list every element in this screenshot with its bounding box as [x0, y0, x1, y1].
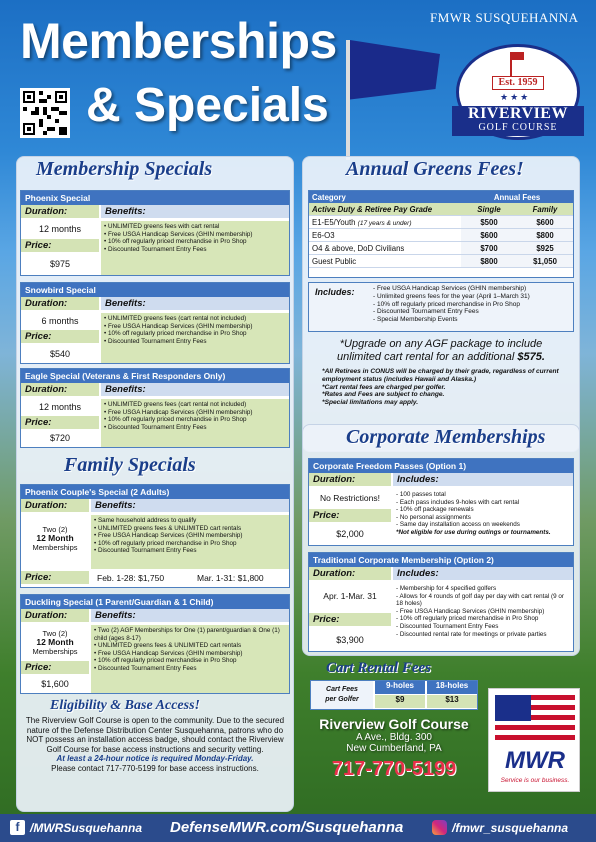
family-cell: $1,050: [517, 255, 573, 268]
duckling-special: [20, 594, 290, 694]
table-row: [309, 242, 573, 255]
benefit-item: • UNLIMITED greens fees & UNLIMITED cart rentals: [94, 642, 286, 650]
include-text: Free USGA Handicap Services (GHIN membership): [399, 607, 545, 615]
page-title-line1: Memberships: [20, 13, 337, 69]
phoenix-couple-special: [20, 484, 290, 588]
price-label: Price:: [21, 661, 89, 674]
include-item: - Unlimited greens fees for the year (April 1–March 31): [373, 292, 530, 300]
include-item: - Membership for 4 specified golfers: [396, 585, 497, 592]
include-text: Discounted Tournament Entry Fees: [376, 308, 479, 316]
traditional-duration: Apr. 1-Mar. 31: [323, 591, 377, 601]
corporate-freedom: [308, 458, 574, 546]
freedom-includes: [393, 489, 573, 545]
benefit-item: • Discounted Tournament Entry Fees: [94, 665, 286, 673]
instagram-link[interactable]: /fmwr_susquehanna: [452, 821, 569, 835]
price-label: Price:: [309, 613, 391, 626]
benefit-item: • 10% off regularly priced merchandise in Pro Shop: [104, 416, 286, 424]
phoenix-benefits: [101, 221, 289, 275]
duration-line: 12 Month: [36, 533, 74, 543]
eagle-special-heading: Eagle Special (Veterans & First Responders Only): [21, 369, 289, 383]
family-specials-title: Family Specials: [64, 454, 196, 476]
family-cell: $800: [517, 229, 573, 242]
include-text: No personal assignments: [399, 513, 471, 521]
include-text: Unlimited greens fees for the year (April 1–March 31): [376, 292, 530, 300]
price-9-holes: $9: [375, 695, 425, 708]
include-item: - Discounted Tournament Entry Fees: [373, 308, 479, 316]
price-18-holes: $13: [427, 695, 477, 708]
benefit-item: • Free USGA Handicap Services (GHIN membership): [104, 409, 286, 417]
annual-greens-title: Annual Greens Fees!: [346, 158, 524, 180]
corporate-freedom-heading: Corporate Freedom Passes (Option 1): [309, 459, 573, 473]
benefit-item: • 10% off regularly priced merchandise in Pro Shop: [94, 657, 286, 665]
contact-addr1: A Ave., Bldg. 300: [356, 732, 432, 743]
phoenix-couple-benefits: [91, 515, 289, 569]
price-label: Price:: [309, 509, 391, 522]
benefit-item: • 10% off regularly priced merchandise in Pro Shop: [104, 330, 286, 338]
corporate-traditional: [308, 552, 574, 652]
traditional-price: $3,900: [336, 635, 364, 645]
benefit-item: • Free USGA Handicap Services (GHIN membership): [104, 231, 286, 239]
greens-notes: [322, 368, 570, 407]
phoenix-couple-price-mar: Mar. 1-31: $1,800: [197, 573, 264, 583]
duration-label: Duration:: [21, 499, 89, 512]
benefit-item: • Discounted Tournament Entry Fees: [104, 338, 286, 346]
benefits-label: Benefits:: [91, 499, 289, 512]
price-label: Price:: [21, 416, 99, 429]
eligibility-text: The Riverview Golf Course is open to the community. Due to the secured nature of the Defense Distribution Center Susquehanna, patrons who do NOT possess an installation access badge, should contact the Riverview Golf Course for base access instructions and security vetting.: [25, 716, 285, 754]
include-item: - Each pass includes 9-holes with cart rental: [396, 498, 520, 506]
include-item: - Allows for 4 rounds of golf day per day with cart rental (9 or 18 holes): [396, 592, 564, 608]
eligibility-title: Eligibility & Base Access!: [50, 698, 200, 713]
eagle-duration: 12 months: [38, 402, 82, 412]
category-cell: O4 & above, DoD Civilians: [309, 242, 461, 255]
eligibility-notice: At least a 24-hour notice is required Monday-Friday.: [56, 754, 254, 763]
duckling-duration: [21, 629, 89, 656]
qr-code-icon: [23, 91, 67, 135]
category-cell: [309, 216, 461, 229]
mwr-logo: [488, 688, 580, 792]
duckling-heading: Duckling Special (1 Parent/Guardian & 1 Child): [21, 595, 289, 609]
facebook-icon: f: [10, 820, 25, 835]
greens-includes-list: [373, 285, 573, 324]
upgrade-price: $575.: [517, 350, 545, 363]
qr-code[interactable]: [20, 88, 70, 138]
eligibility-contact: Please contact 717-770-5199 for base access instructions.: [51, 763, 259, 773]
eagle-price: $720: [49, 433, 71, 443]
benefit-item: • Same household address to qualify: [94, 517, 286, 525]
benefit-item: • Discounted Tournament Entry Fees: [94, 547, 286, 555]
upgrade-line2: unlimited cart rental for an additional: [337, 350, 515, 363]
membership-specials-title: Membership Specials: [36, 158, 213, 180]
include-item: - Discounted Tournament Entry Fees: [396, 622, 499, 630]
benefits-label: Benefits:: [101, 297, 289, 310]
logo-banner: [452, 106, 584, 136]
col-single: Single: [461, 203, 517, 216]
golf-flag-icon: [350, 40, 440, 110]
include-text: Free USGA Handicap Services (GHIN membership): [376, 285, 527, 292]
benefit-item: • UNLIMITED greens fees & UNLIMITED cart rentals: [94, 525, 286, 533]
duration-line: Memberships: [32, 647, 78, 656]
include-text: Allows for 4 rounds of golf day per day with cart rental (9 or 18 holes): [396, 592, 564, 608]
include-item: - 10% off package renewals: [396, 506, 474, 514]
phoenix-special-heading: Phoenix Special: [21, 191, 289, 205]
benefit-item: • 10% off regularly priced merchandise in Pro Shop: [94, 540, 286, 548]
duckling-benefits: [91, 625, 289, 693]
corporate-traditional-heading: Traditional Corporate Membership (Option 2): [309, 553, 573, 567]
duration-line: 12 Month: [36, 637, 74, 647]
upgrade-note: [308, 338, 574, 363]
includes-label: Includes:: [315, 287, 355, 297]
logo-est: Est. 1959: [492, 76, 544, 90]
benefit-item: • Discounted Tournament Entry Fees: [104, 246, 286, 254]
include-item: - No personal assignments: [396, 513, 471, 521]
include-text: 10% off package renewals: [399, 506, 474, 514]
benefits-label: Benefits:: [101, 383, 289, 396]
benefit-item: • 10% off regularly priced merchandise in Pro Shop: [104, 238, 286, 246]
phoenix-duration: 12 months: [38, 224, 82, 234]
duration-label: Duration:: [21, 297, 99, 310]
category-note: (17 years & under): [357, 219, 412, 227]
category-cell: Guest Public: [309, 255, 461, 268]
phoenix-couple-duration: [21, 525, 89, 552]
contact-phone[interactable]: 717-770-5199: [331, 758, 457, 780]
org-name: FMWR SUSQUEHANNA: [430, 10, 579, 25]
logo-name-line1: RIVERVIEW: [468, 105, 568, 122]
single-cell: $600: [461, 229, 517, 242]
benefit-item: • UNLIMITED greens fees (cart rental not included): [104, 315, 286, 323]
benefit-item: • Free USGA Handicap Services (GHIN membership): [104, 323, 286, 331]
phoenix-special: [20, 190, 290, 276]
col-category: Category: [312, 192, 346, 202]
note-item: *All Retirees in CONUS will be charged by their grade, regardless of current employment status (includes Hawaii and Alaska.): [322, 368, 559, 383]
logo-flag-icon: [510, 52, 512, 76]
facebook-link[interactable]: /MWRSusquehanna: [30, 821, 143, 835]
benefit-item: • Two (2) AGF Memberships for One (1) parent/guardian & One (1) child (ages 8-17): [94, 627, 286, 642]
include-text: Each pass includes 9-holes with cart rental: [399, 498, 520, 506]
col-9-holes: 9-holes: [375, 681, 425, 694]
footer: [0, 814, 596, 842]
table-row: [309, 216, 573, 229]
phoenix-couple-price-feb: Feb. 1-28: $1,750: [97, 573, 165, 583]
freedom-note: *Not eligible for use during outings or tournaments.: [396, 528, 551, 536]
contact-name: Riverview Golf Course: [319, 716, 469, 732]
include-text: 10% off regularly priced merchandise in Pro Shop: [376, 300, 520, 308]
benefit-item: • Free USGA Handicap Services (GHIN membership): [94, 532, 286, 540]
include-item: - Free USGA Handicap Services (GHIN membership): [373, 285, 527, 292]
cart-fees-label-line1: Cart Fees: [326, 686, 358, 693]
freedom-price: $2,000: [336, 529, 364, 539]
flagpole: [346, 40, 350, 160]
duration-label: Duration:: [21, 205, 99, 218]
col-family: Family: [517, 203, 573, 216]
freedom-duration: No Restrictions!: [320, 493, 380, 503]
include-item: - Discounted rental rate for meetings or private parties: [396, 630, 547, 638]
website-link[interactable]: DefenseMWR.com/Susquehanna: [170, 819, 404, 836]
eligibility-body: [20, 716, 290, 773]
duration-label: Duration:: [21, 383, 99, 396]
eagle-special: [20, 368, 290, 448]
note-item: *Special limitations may apply.: [322, 399, 419, 407]
greens-fees-table: [308, 190, 574, 278]
include-item: - Special Membership Events: [373, 316, 458, 324]
sub-row-paygrade: Active Duty & Retiree Pay Grade: [309, 203, 461, 216]
cart-rental-table: [310, 680, 478, 710]
duration-label: Duration:: [309, 567, 391, 580]
corporate-title: Corporate Memberships: [346, 426, 546, 448]
logo-name-line2: GOLF COURSE: [478, 122, 558, 133]
duration-label: Duration:: [309, 473, 391, 486]
include-text: Same day installation access on weekends: [399, 521, 520, 529]
instagram-icon: [432, 820, 447, 835]
include-item: - Free USGA Handicap Services (GHIN membership): [396, 607, 545, 615]
col-annual-fees: Annual Fees: [493, 192, 541, 202]
include-item: - 100 passes total: [396, 491, 446, 498]
snowbird-benefits: [101, 313, 289, 363]
note-item: *Rates and Fees are subject to change.: [322, 391, 445, 399]
note-item: *Cart rental fees are charged per golfer.: [322, 383, 446, 391]
contact-block: [306, 716, 482, 781]
cart-fees-label: [311, 681, 373, 709]
table-row: [309, 229, 573, 242]
snowbird-price: $540: [49, 349, 71, 359]
col-18-holes: 18-holes: [427, 681, 477, 694]
single-cell: $800: [461, 255, 517, 268]
greens-includes: [308, 282, 574, 332]
flag-canton-icon: [495, 695, 531, 721]
duration-line: Memberships: [32, 543, 78, 552]
mwr-tagline: Service is our business.: [500, 777, 570, 784]
contact-addr2: New Cumberland, PA: [346, 743, 442, 754]
upgrade-line2-wrap: [308, 351, 574, 364]
duration-line: Two (2): [42, 525, 68, 534]
riverview-logo: [452, 36, 584, 146]
family-cell: $600: [517, 216, 573, 229]
family-cell: $925: [517, 242, 573, 255]
single-cell: $700: [461, 242, 517, 255]
category-name: E1-E5/Youth: [312, 217, 356, 227]
include-text: Discounted Tournament Entry Fees: [399, 622, 499, 630]
category-cell: E6-O3: [309, 229, 461, 242]
benefits-label: Benefits:: [91, 609, 289, 622]
cart-fees-label-line2: per Golfer: [325, 696, 359, 703]
benefit-item: • Free USGA Handicap Services (GHIN membership): [94, 650, 286, 658]
snowbird-special: [20, 282, 290, 364]
include-text: Special Membership Events: [376, 316, 458, 324]
benefits-label: Benefits:: [101, 205, 289, 218]
include-item: - 10% off regularly priced merchandise in Pro Shop: [373, 300, 520, 308]
benefit-item: • Discounted Tournament Entry Fees: [104, 424, 286, 432]
include-item: - 10% off regularly priced merchandise in Pro Shop: [396, 615, 539, 623]
single-cell: $500: [461, 216, 517, 229]
includes-label: Includes:: [393, 567, 573, 580]
traditional-includes: [393, 583, 573, 651]
duration-line: Two (2): [42, 629, 68, 638]
include-text: 100 passes total: [399, 491, 446, 498]
snowbird-special-heading: Snowbird Special: [21, 283, 289, 297]
includes-label: Includes:: [393, 473, 573, 486]
include-text: Membership for 4 specified golfers: [399, 585, 497, 592]
snowbird-duration: 6 months: [41, 316, 79, 326]
price-label: Price:: [21, 330, 99, 343]
include-text: Discounted rental rate for meetings or private parties: [399, 630, 547, 638]
logo-stars-icon: ★★★: [500, 92, 531, 102]
price-label: Price:: [21, 239, 99, 252]
phoenix-couple-heading: Phoenix Couple's Special (2 Adults): [21, 485, 289, 499]
page-title-line2: & Specials: [86, 79, 329, 132]
include-text: 10% off regularly priced merchandise in Pro Shop: [399, 615, 539, 623]
duration-label: Duration:: [21, 609, 89, 622]
phoenix-price: $975: [49, 259, 71, 269]
eagle-benefits: [101, 399, 289, 447]
include-item: - Same day installation access on weekends: [396, 521, 520, 529]
price-label: Price:: [21, 571, 89, 584]
duckling-price: $1,600: [41, 679, 69, 689]
benefit-item: • UNLIMITED greens fees with cart rental: [104, 223, 286, 231]
mwr-logo-text: MWR: [505, 747, 565, 774]
benefit-item: • UNLIMITED greens fees (cart rental not included): [104, 401, 286, 409]
cart-rental-title: Cart Rental Fees: [326, 660, 432, 676]
upgrade-line1: *Upgrade on any AGF package to include: [339, 338, 543, 350]
table-row: [309, 255, 573, 268]
